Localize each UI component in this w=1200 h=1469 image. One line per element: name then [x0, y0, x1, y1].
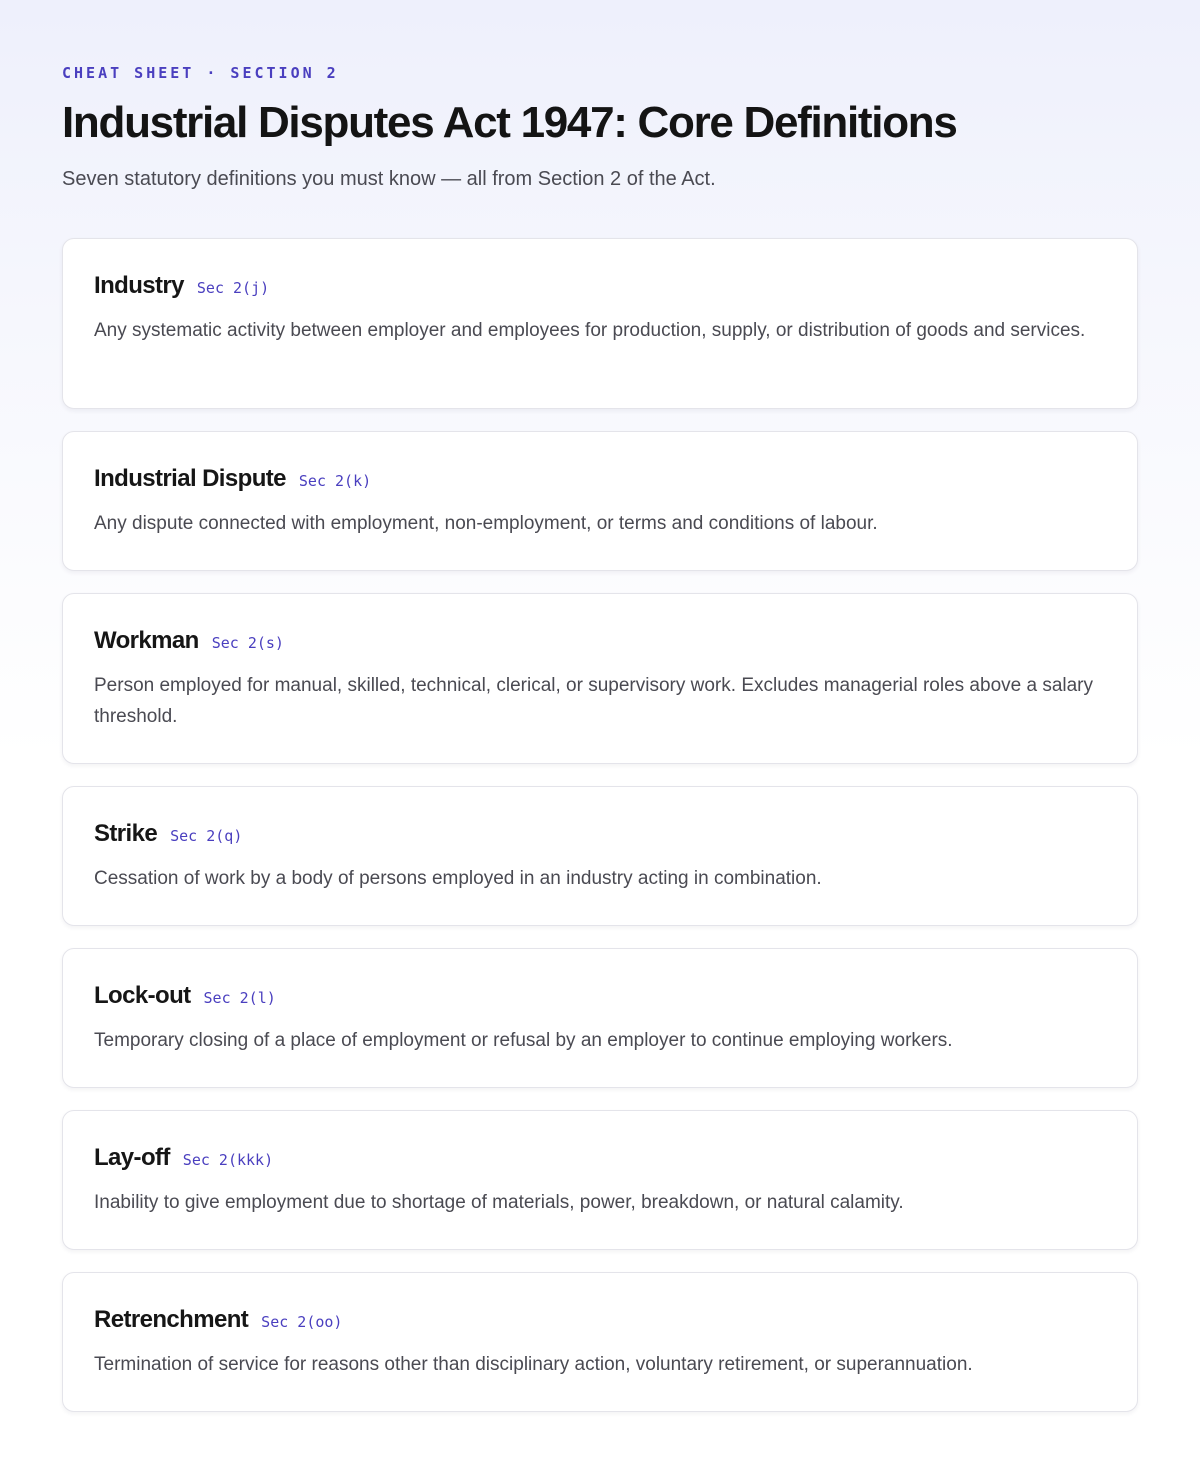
definition-card-industrial-dispute — [62, 431, 1138, 571]
definition-header — [94, 982, 1106, 1016]
definition-term: Industry — [94, 272, 184, 299]
definition-header — [94, 465, 1106, 499]
section-reference: Sec 2(kkk) — [182, 1151, 274, 1169]
definition-text: Any dispute connected with employment, non-employment, or terms and conditions of labour. — [94, 513, 878, 534]
section-reference: Sec 2(k) — [298, 472, 372, 490]
definition-card-lock-out — [62, 948, 1138, 1088]
definition-header — [94, 627, 1106, 661]
definition-card-lay-off — [62, 1110, 1138, 1250]
definition-header — [94, 1306, 1106, 1340]
definition-text: Inability to give employment due to shortage of materials, power, breakdown, or natural calamity. — [94, 1192, 904, 1213]
definition-list — [62, 238, 1138, 1434]
definition-text: Temporary closing of a place of employment or refusal by an employer to continue employing workers. — [94, 1030, 953, 1051]
definition-header — [94, 820, 1106, 854]
definition-term: Industrial Dispute — [94, 465, 286, 492]
page-subtitle: Seven statutory definitions you must know — all from Section 2 of the Act. — [62, 168, 716, 190]
section-reference: Sec 2(oo) — [261, 1313, 343, 1331]
definition-text: Person employed for manual, skilled, technical, clerical, or supervisory work. Excludes managerial roles above a salary threshold. — [94, 675, 1094, 727]
definition-text: Any systematic activity between employer and employees for production, supply, or distribution of goods and services. — [94, 320, 1086, 341]
definition-text: Cessation of work by a body of persons employed in an industry acting in combination. — [94, 868, 822, 889]
definition-term: Lay-off — [94, 1144, 170, 1171]
definition-card-strike — [62, 786, 1138, 926]
page-title: Industrial Disputes Act 1947: Core Definitions — [62, 98, 957, 147]
eyebrow-label: CHEAT SHEET · SECTION 2 — [62, 64, 339, 82]
definition-header — [94, 1144, 1106, 1178]
section-reference: Sec 2(q) — [170, 827, 243, 845]
definition-text: Termination of service for reasons other than disciplinary action, voluntary retirement, or superannuation. — [94, 1354, 973, 1375]
definition-header — [94, 272, 1106, 306]
definition-term: Workman — [94, 627, 199, 654]
definition-term: Strike — [94, 820, 158, 847]
definition-term: Lock-out — [94, 982, 191, 1009]
section-reference: Sec 2(s) — [211, 634, 284, 652]
definition-card-workman — [62, 593, 1138, 764]
definition-card-retrenchment — [62, 1272, 1138, 1412]
definition-term: Retrenchment — [94, 1306, 249, 1333]
section-reference: Sec 2(l) — [203, 989, 276, 1007]
section-reference: Sec 2(j) — [196, 279, 270, 297]
definition-card-industry — [62, 238, 1138, 409]
